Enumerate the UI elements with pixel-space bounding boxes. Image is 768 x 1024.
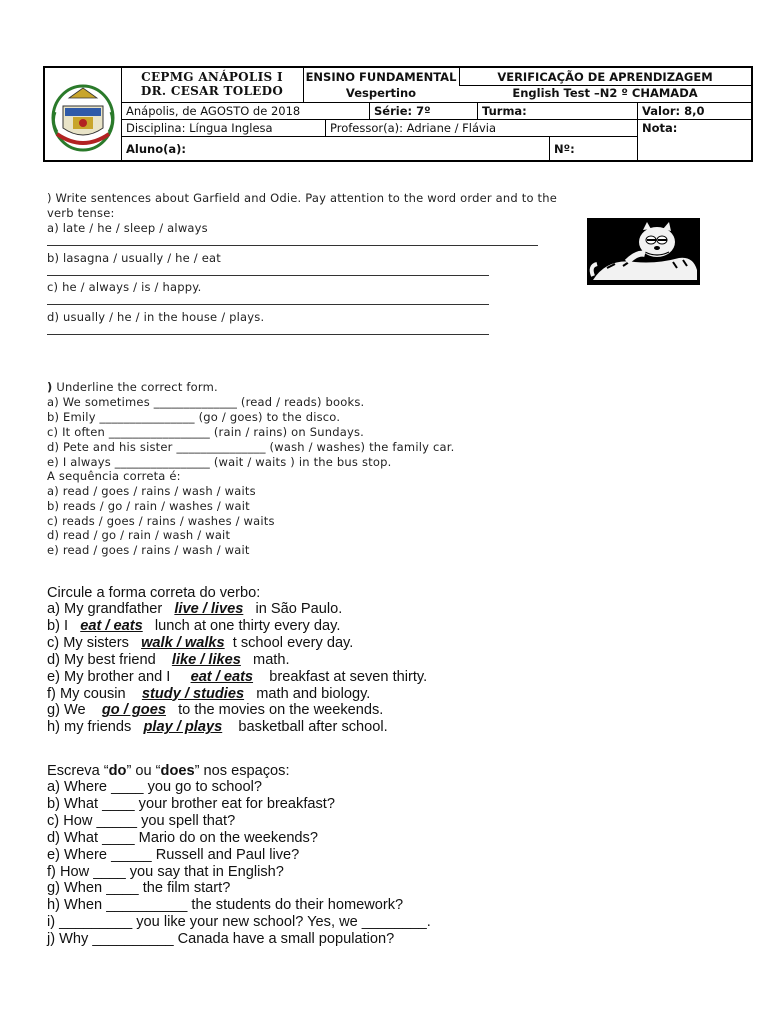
section3-item-text: math.	[240, 651, 290, 668]
section4-item-c[interactable]: c) How _____ you spell that?	[47, 812, 236, 829]
nota-field[interactable]: Nota:	[642, 121, 678, 135]
aluno-field[interactable]: Aluno(a):	[126, 142, 186, 156]
section3-item-text: basketball after school.	[222, 719, 388, 736]
school-name-line1: CEPMG ANÁPOLIS I	[141, 70, 283, 84]
verb-choice[interactable]: go / goes	[101, 702, 166, 719]
school-name-line2: DR. CESAR TOLEDO	[140, 84, 284, 98]
section2-paren: )	[47, 380, 53, 394]
do-keyword: do	[108, 763, 127, 779]
section3-item-text: breakfast at seven thirty.	[253, 668, 428, 685]
section2-item-a: a) We sometimes ______________ (read / reads) books.	[47, 395, 365, 409]
section4-item-a[interactable]: a) Where ____ you go to school?	[47, 779, 262, 795]
section3-title: Circule a forma correta do verbo:	[47, 585, 261, 601]
sequence-option-b[interactable]: b) reads / go / rain / washes / wait	[47, 499, 250, 513]
answer-line-d[interactable]	[47, 334, 489, 335]
section3-item-e	[47, 669, 427, 686]
sequence-option-a[interactable]: a) read / goes / rains / wash / waits	[47, 484, 256, 498]
verb-choice[interactable]: play / plays	[143, 719, 223, 736]
section4-title: Escreva “do” ou “does” nos espaços:	[47, 763, 290, 779]
section3-item-f	[47, 686, 370, 703]
sequence-option-c[interactable]: c) reads / goes / rains / washes / waits	[47, 514, 275, 528]
sequence-option-e[interactable]: e) read / goes / rains / wash / wait	[47, 543, 250, 557]
section3-item-text: lunch at one thirty every day.	[142, 617, 341, 634]
sequence-label: A sequência correta é:	[47, 469, 181, 483]
section2-item-e: e) I always ________________ (wait / waits ) in the bus stop.	[47, 455, 392, 469]
section3-item-b	[47, 618, 340, 635]
section4-item-h[interactable]: h) When __________ the students do their homework?	[47, 897, 404, 914]
shift-label: Vespertino	[345, 86, 417, 100]
section2-item-b: b) Emily ________________ (go / goes) to the disco.	[47, 410, 341, 424]
section3-item-text: c) My sisters	[47, 634, 142, 651]
section3-item-d	[47, 652, 290, 669]
test-title: VERIFICAÇÃO DE APRENDIZAGEM	[497, 70, 713, 84]
section3-item-c	[47, 635, 353, 652]
section3-item-text: in São Paulo.	[243, 601, 343, 617]
garfield-image	[587, 218, 700, 285]
section4-item-j[interactable]: j) Why __________ Canada have a small population?	[47, 931, 395, 948]
section4-item-i[interactable]: i) _________ you like your new school? Yes, we ________.	[47, 914, 431, 931]
answer-line-b[interactable]	[47, 275, 489, 276]
section1-instruction-line2: verb tense:	[47, 206, 115, 220]
level-title: ENSINO FUNDAMENTAL	[305, 70, 457, 84]
verb-choice[interactable]: live / lives	[174, 601, 244, 617]
serie-field: Série: 7º	[374, 104, 431, 118]
verb-choice[interactable]: walk / walks	[141, 634, 225, 651]
professor-field: Professor(a): Adriane / Flávia	[330, 121, 497, 135]
sequence-option-d[interactable]: d) read / go / rain / wash / wait	[47, 528, 231, 542]
section2-instruction: ) Underline the correct form.	[47, 380, 218, 394]
section3-item-text: g) We	[47, 702, 102, 719]
school-logo	[49, 76, 117, 154]
date-field: Anápolis, de AGOSTO de 2018	[126, 104, 301, 118]
verb-choice[interactable]: eat / eats	[80, 617, 143, 634]
does-keyword: does	[160, 763, 195, 779]
section3-item-text: a) My grandfather	[47, 601, 175, 617]
section3-item-text: f) My cousin	[47, 685, 142, 702]
section3-item-text: b) I	[47, 617, 81, 634]
section1-item-a: a) late / he / sleep / always	[47, 221, 208, 235]
section3-item-text: h) my friends	[47, 719, 144, 736]
section2-item-d: d) Pete and his sister _______________ (wash / washes) the family car.	[47, 440, 455, 454]
verb-choice[interactable]: like / likes	[171, 651, 241, 668]
section3-item-text: t school every day.	[224, 634, 354, 651]
section4-item-g[interactable]: g) When ____ the film start?	[47, 880, 231, 897]
section3-item-a	[47, 601, 342, 618]
section2-item-c: c) It often _________________ (rain / rains) on Sundays.	[47, 425, 365, 439]
disciplina-field: Disciplina: Língua Inglesa	[126, 121, 273, 135]
valor-field: Valor: 8,0	[642, 104, 705, 118]
section3-item-g	[47, 702, 383, 719]
verb-choice[interactable]: study / studies	[141, 685, 245, 702]
section4-item-b[interactable]: b) What ____ your brother eat for breakfast?	[47, 795, 335, 812]
test-subtitle: English Test –N2 º CHAMADA	[512, 86, 698, 100]
answer-line-c[interactable]	[47, 304, 489, 305]
section1-item-c: c) he / always / is / happy.	[47, 280, 202, 294]
section3-item-text: to the movies on the weekends.	[165, 702, 384, 719]
section1-instruction-line1: ) Write sentences about Garfield and Odie. Pay attention to the word order and to the	[47, 191, 558, 205]
section1-item-b: b) lasagna / usually / he / eat	[47, 251, 221, 265]
section3-item-text: math and biology.	[244, 685, 371, 702]
numero-field[interactable]: Nº:	[554, 142, 575, 156]
section4-item-d[interactable]: d) What ____ Mario do on the weekends?	[47, 829, 318, 846]
verb-choice[interactable]: eat / eats	[190, 668, 254, 685]
section1-item-d: d) usually / he / in the house / plays.	[47, 310, 265, 324]
turma-field[interactable]: Turma:	[482, 104, 527, 118]
section3-item-h	[47, 719, 388, 736]
section3-item-text: d) My best friend	[47, 651, 172, 668]
answer-line-a[interactable]	[47, 245, 538, 246]
section4-item-f[interactable]: f) How ____ you say that in English?	[47, 863, 284, 880]
header-table	[43, 66, 753, 162]
section4-item-e[interactable]: e) Where _____ Russell and Paul live?	[47, 846, 300, 863]
section3-item-text: e) My brother and I	[47, 668, 191, 685]
